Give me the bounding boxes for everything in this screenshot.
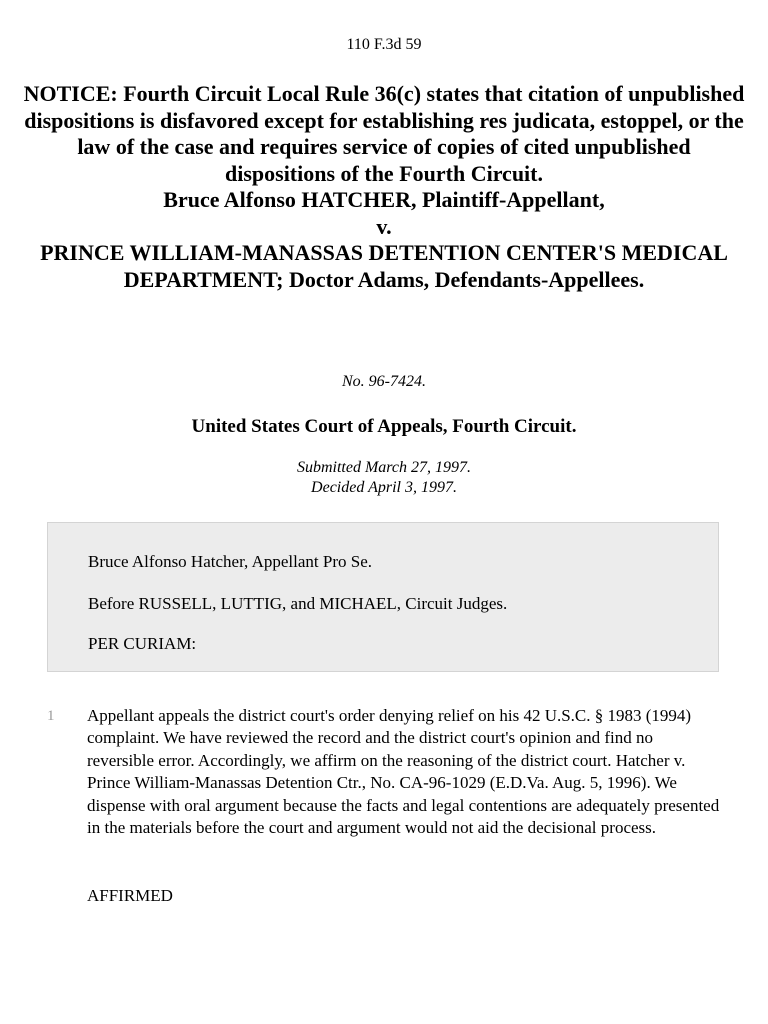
notice-text: NOTICE: Fourth Circuit Local Rule 36(c) states that citation of unpublished dispositions is disfavored except for establishing res judicata, estoppel, or the law of the case and requires service of copies of cited unpublished dispositions of the Fourth Circuit. — [23, 81, 745, 186]
disposition: AFFIRMED — [87, 886, 173, 905]
case-dates — [0, 458, 768, 498]
defendant-line-1: PRINCE WILLIAM-MANASSAS DETENTION CENTER'S MEDICAL — [40, 240, 728, 265]
case-heading — [20, 81, 748, 293]
counsel-line: Bruce Alfonso Hatcher, Appellant Pro Se. — [88, 552, 373, 571]
versus-text: v. — [376, 213, 392, 239]
submitted-date: Submitted March 27, 1997. — [296, 459, 472, 476]
defendant-line-2: DEPARTMENT; Doctor Adams, Defendants-Appellees. — [123, 266, 645, 292]
court-name: United States Court of Appeals, Fourth Circuit. — [191, 416, 577, 437]
plaintiff-name: Bruce Alfonso HATCHER, Plaintiff-Appellant, — [163, 187, 605, 212]
case-citation: 110 F.3d 59 — [346, 36, 422, 53]
docket-number: No. 96-7424. — [342, 373, 426, 390]
paragraph-number[interactable]: 1 — [47, 708, 55, 724]
panel-line: Before RUSSELL, LUTTIG, and MICHAEL, Circuit Judges. — [88, 594, 508, 613]
per-curiam-line: PER CURIAM: — [88, 634, 197, 653]
case-info-box — [47, 522, 719, 672]
opinion-paragraph: Appellant appeals the district court's order denying relief on his 42 U.S.C. § 1983 (1994) complaint. We have reviewed the record and the district court's opinion and find no reversible error. Accordingly, we affirm on the reasoning of the district court. Hatcher v. Prince William-Manassas Detention Ctr., No. CA-96-1029 (E.D.Va. Aug. 5, 1996). We dispense with oral argument because the facts and legal contentions are adequately presented in the materials before the court and argument would not aid the decisional process. — [87, 706, 720, 838]
decided-date: Decided April 3, 1997. — [311, 479, 457, 496]
